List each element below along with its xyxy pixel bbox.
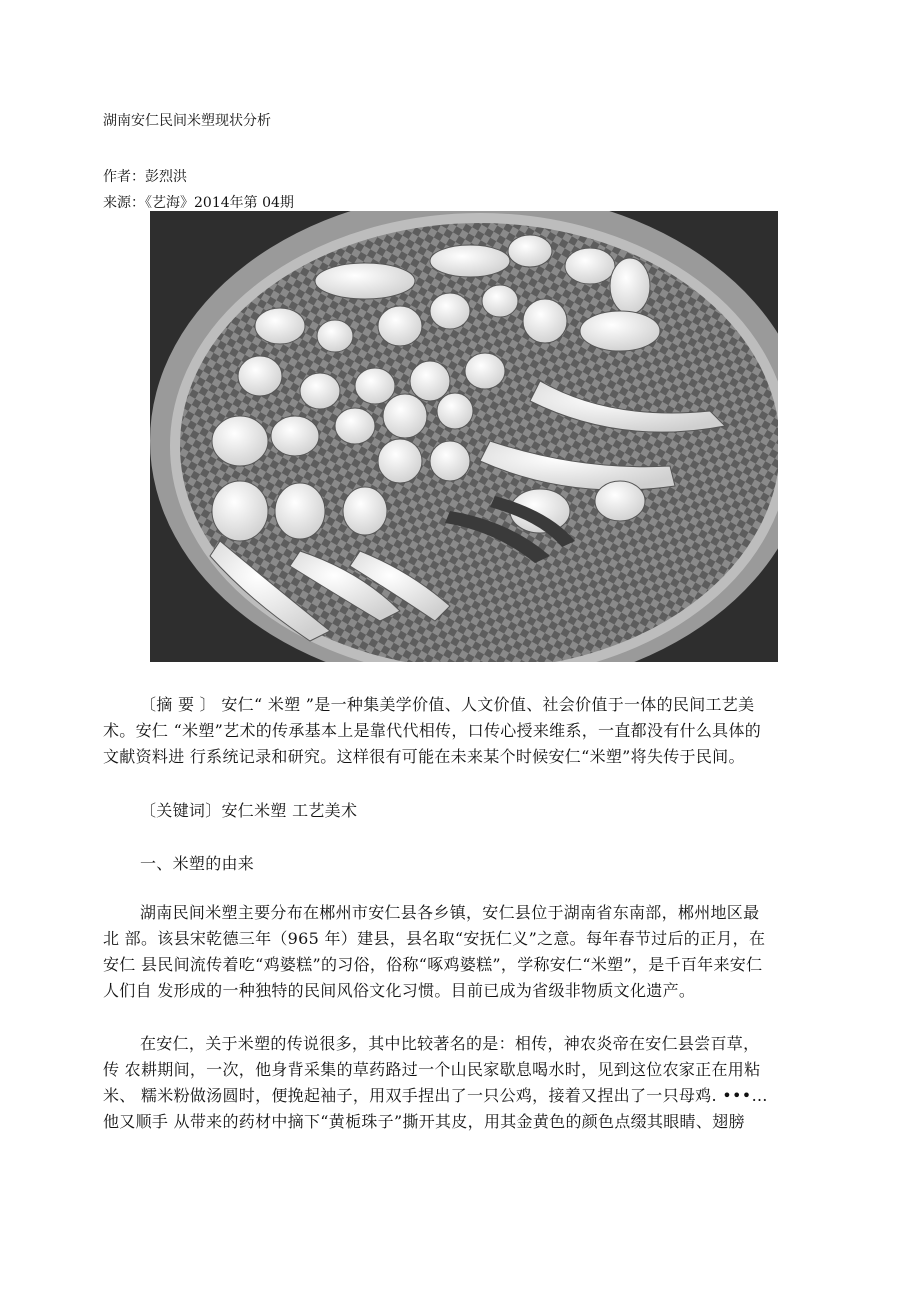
- author-line: 作者：彭烈洪: [103, 169, 187, 185]
- keywords: 〔关键词〕安仁米塑 工艺美术: [140, 801, 358, 820]
- paragraph2-line-4: 他又顺手 从带来的药材中摘下“黄栀珠子”撕开其皮，用其金黄色的颜色点缀其眼睛、翅膀: [103, 1112, 745, 1131]
- paragraph2-line-1: 在安仁，关于米塑的传说很多，其中比较著名的是：相传，神农炎帝在安仁县尝百草，: [140, 1034, 760, 1053]
- paragraph1-line-2: 北 部。该县宋乾德三年（965 年）建县，县名取“安抚仁义”之意。每年春节过后的正月，在: [103, 929, 766, 948]
- section-heading-1: 一、米塑的由来: [140, 854, 255, 873]
- paragraph1-line-4: 人们自 发形成的一种独特的民间风俗文化习惯。目前已成为省级非物质文化遗产。: [103, 981, 696, 1000]
- abstract-line-1: 〔摘 要 〕 安仁“ 米塑 ”是一种集美学价值、人文价值、社会价值于一体的民间工艺美: [140, 695, 755, 714]
- paragraph2-line-3: 米、 糯米粉做汤圆时，便挽起袖子，用双手捏出了一只公鸡，接着又捏出了一只母鸡. •••…: [103, 1086, 768, 1105]
- basket-photo-icon: [150, 211, 778, 662]
- abstract-line-3: 文献资料进 行系统记录和研究。这样很有可能在未来某个时候安仁“米塑”将失传于民间。: [103, 747, 745, 766]
- source-line: 来源：《艺海》2014年第 04期: [103, 195, 294, 211]
- paragraph1-line-3: 安仁 县民间流传着吃“鸡婆糕”的习俗，俗称“啄鸡婆糕”，学称安仁“米塑”，是千百年来安仁: [103, 955, 763, 974]
- paragraph2-line-2: 传 农耕期间，一次，他身背采集的草药路过一个山民家歇息喝水时，见到这位农家正在用粘: [103, 1060, 761, 1079]
- abstract-line-2: 术。安仁 “米塑”艺术的传承基本上是靠代代相传，口传心授来维系，一直都没有什么具体的: [103, 721, 762, 740]
- article-title: 湖南安仁民间米塑现状分析: [103, 113, 271, 129]
- rice-sculpture-photo: [150, 211, 778, 662]
- paragraph1-line-1: 湖南民间米塑主要分布在郴州市安仁县各乡镇，安仁县位于湖南省东南部，郴州地区最: [140, 903, 760, 922]
